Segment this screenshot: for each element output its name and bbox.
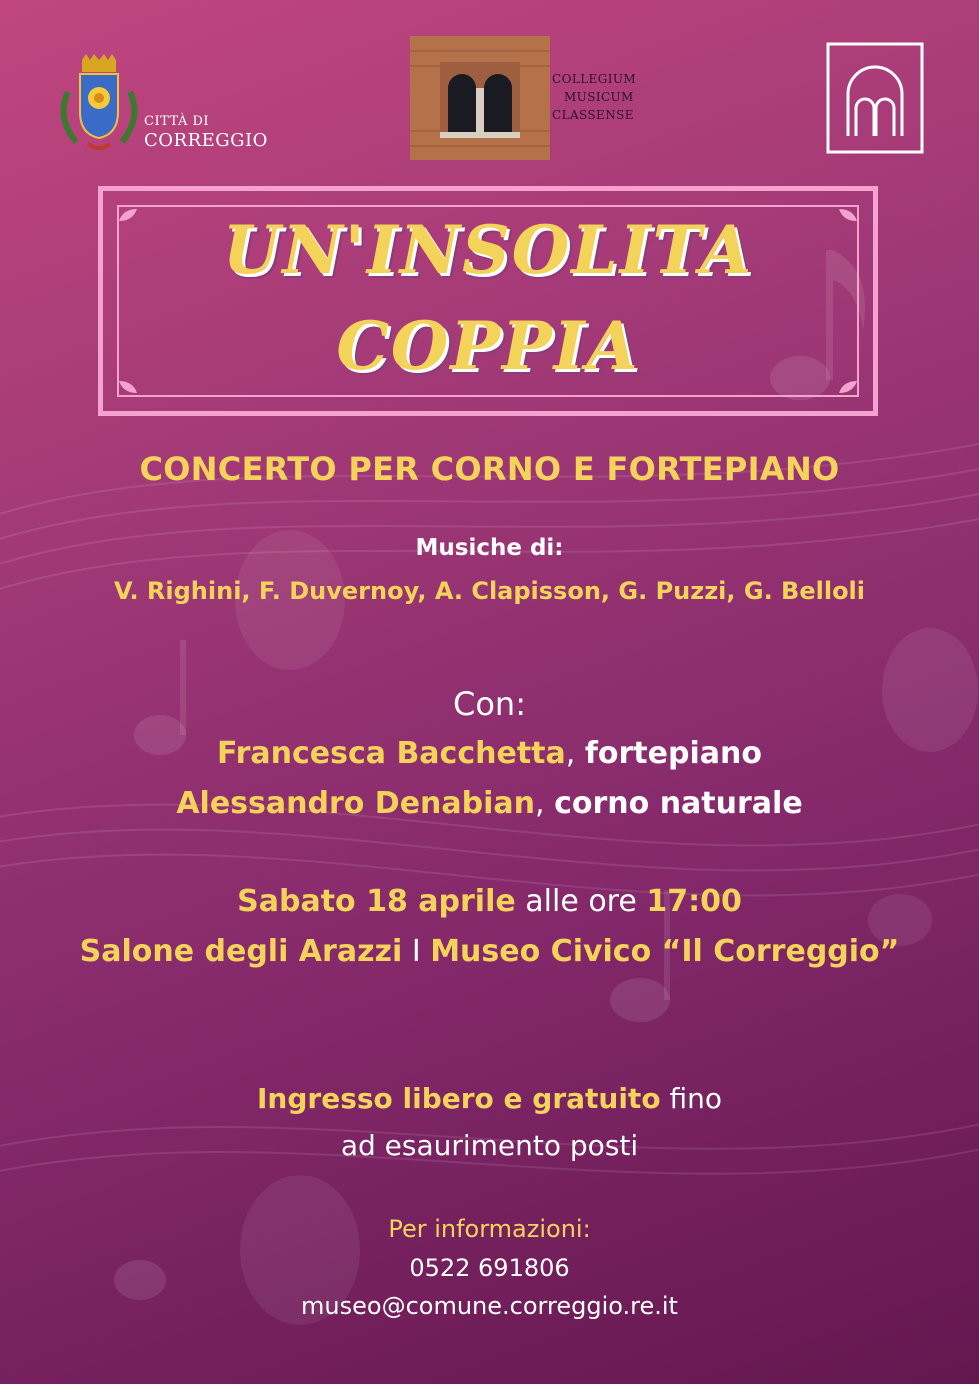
cmc-line-3: CLASSENSE	[552, 108, 634, 122]
performer-2	[0, 786, 979, 821]
entry-bold: Ingresso libero e gratuito	[257, 1082, 661, 1115]
event-time: 17:00	[646, 884, 742, 919]
performer-1-separator: ,	[565, 736, 585, 771]
performer-2-instrument: corno naturale	[554, 786, 803, 821]
performer-1	[0, 736, 979, 771]
cmc-wordmark	[552, 70, 636, 124]
entry-line-2: ad esaurimento posti	[340, 1129, 639, 1162]
cmc-line-2: MUSICUM	[564, 90, 634, 104]
concert-subtitle: CONCERTO PER CORNO E FORTEPIANO	[139, 450, 840, 488]
collegium-musicum-classense-logo	[410, 36, 660, 162]
title-line-1: UN'INSOLITA	[222, 211, 754, 289]
entry-info	[0, 1082, 979, 1115]
brick-tower-window-icon	[410, 36, 550, 160]
correggio-label: CORREGGIO	[144, 130, 268, 151]
music-label: Musiche di:	[415, 535, 564, 561]
event-date-time	[0, 884, 979, 919]
event-venue	[0, 934, 979, 969]
cmc-line-1: COLLEGIUM	[552, 72, 637, 86]
correggio-crest-icon	[58, 52, 140, 154]
time-connector: alle ore	[515, 884, 647, 919]
performer-2-name: Alessandro Denabian	[176, 786, 536, 821]
citta-di-label: CITTÀ DI	[144, 114, 210, 129]
entry-rest: fino	[660, 1082, 722, 1115]
performer-2-separator: ,	[535, 786, 555, 821]
venue-room: Salone degli Arazzi	[79, 934, 403, 969]
performer-1-instrument: fortepiano	[584, 736, 762, 771]
event-date: Sabato 18 aprile	[237, 884, 516, 919]
performers-label: Con:	[453, 685, 526, 723]
contact-phone: 0522 691806	[409, 1254, 570, 1282]
citta-di-correggio-logo	[58, 52, 278, 162]
performer-1-name: Francesca Bacchetta	[217, 736, 566, 771]
composers-list: V. Righini, F. Duvernoy, A. Clapisson, G. Puzzi, G. Belloli	[113, 577, 866, 605]
title-frame	[98, 186, 878, 416]
museum-arch-logo-icon	[826, 42, 924, 154]
venue-museum: Museo Civico “Il Correggio”	[430, 934, 900, 969]
info-label: Per informazioni:	[388, 1215, 591, 1243]
contact-email: museo@comune.correggio.re.it	[301, 1292, 678, 1320]
venue-separator: I	[402, 934, 431, 969]
title-line-2: COPPIA	[336, 307, 640, 385]
